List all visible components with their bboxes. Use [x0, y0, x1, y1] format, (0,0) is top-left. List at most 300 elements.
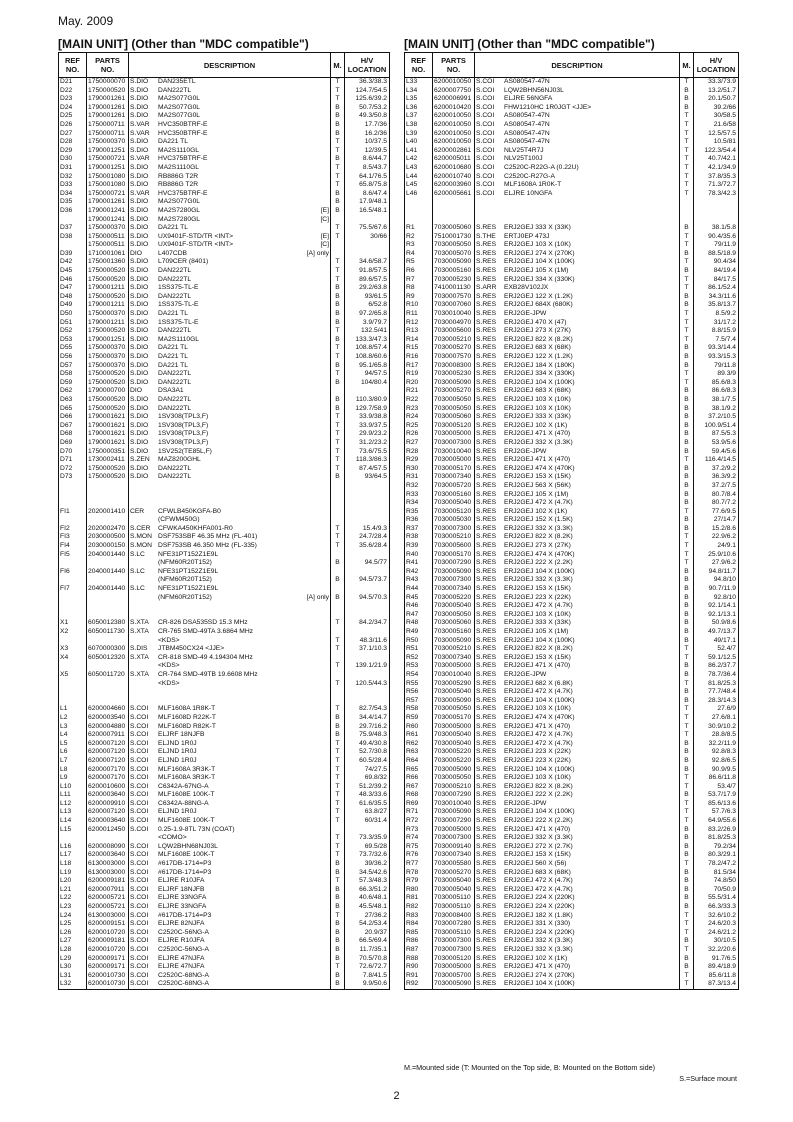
- part-type: S.RES: [476, 456, 497, 464]
- part-description: DAN222TL: [158, 404, 192, 412]
- parts-no: 6200009171: [87, 955, 129, 964]
- part-description: DAN222TL: [158, 395, 192, 403]
- hv-location: 72.6/72.7: [345, 963, 390, 972]
- parts-no: 7030005040: [433, 877, 475, 886]
- hv-location: 81.8/25.3: [694, 834, 739, 843]
- ref-no: R5: [405, 258, 433, 267]
- description: [129, 628, 331, 637]
- description: [129, 611, 331, 620]
- mounted-side: [331, 508, 345, 517]
- parts-no: 7030005220: [433, 748, 475, 757]
- description: [475, 697, 680, 706]
- hv-location: 75.5/67.6: [345, 224, 390, 233]
- mounted-side: T: [680, 173, 694, 182]
- ref-no: R67: [405, 783, 433, 792]
- mounted-side: T: [680, 972, 694, 981]
- parts-no: 2020002470: [87, 525, 129, 534]
- part-type: S.DIO: [130, 232, 149, 240]
- description: [129, 860, 331, 869]
- mounted-side: B: [680, 903, 694, 912]
- ref-no: D30: [59, 155, 87, 164]
- description: [475, 422, 680, 431]
- hv-location: 17.7/36: [345, 121, 390, 130]
- parts-no: 7030005160: [433, 628, 475, 637]
- mounted-side: T: [680, 508, 694, 517]
- part-description: DA221 TL: [158, 310, 188, 318]
- mounted-side: [331, 688, 345, 697]
- description: [475, 903, 680, 912]
- hv-location: 69.8/32: [345, 774, 390, 783]
- parts-no: 6200007170: [87, 774, 129, 783]
- mounted-side: [331, 585, 345, 594]
- description: [475, 250, 680, 259]
- part-type: S.XTA: [130, 619, 149, 627]
- mounted-side: [331, 602, 345, 611]
- mounted-side: B: [680, 611, 694, 620]
- part-description: ERJ2GEJ 153 X (15K): [504, 473, 571, 481]
- parts-no: [433, 216, 475, 225]
- hv-location: 34.6/58.7: [345, 258, 390, 267]
- ref-no: R66: [405, 774, 433, 783]
- description: [475, 387, 680, 396]
- mounted-side: T: [331, 181, 345, 190]
- parts-no: 2040001440: [87, 568, 129, 577]
- hv-location: 6/52.8: [345, 301, 390, 310]
- ref-no: R75: [405, 843, 433, 852]
- mounted-side: B: [331, 319, 345, 328]
- mounted-side: B: [680, 353, 694, 362]
- parts-row: [59, 396, 390, 405]
- part-type: S.COI: [130, 842, 149, 850]
- parts-no: 7030005050: [433, 396, 475, 405]
- mounted-side: T: [680, 327, 694, 336]
- hv-location: 97.2/65.8: [345, 310, 390, 319]
- parts-no: 7030007340: [433, 654, 475, 663]
- parts-no: [87, 559, 129, 568]
- hv-location: 118.3/86.3: [345, 456, 390, 465]
- part-description: NFE31PT152Z1E9L: [158, 567, 219, 575]
- part-description: MLF1608A 3R3K-T: [158, 765, 216, 773]
- mounted-side: T: [331, 800, 345, 809]
- parts-no: 1750000370: [87, 353, 129, 362]
- part-type: S.XTA: [130, 653, 149, 661]
- parts-row: [59, 319, 390, 328]
- mounted-side: [331, 482, 345, 491]
- part-description: DSF753SBF 46.35 MHz (FL-401): [158, 533, 258, 541]
- parts-row: [59, 619, 390, 628]
- ref-no: R52: [405, 654, 433, 663]
- hv-location: 8.5/9.2: [694, 310, 739, 319]
- ref-no: L26: [59, 929, 87, 938]
- part-description: ERJ2GEJ 105 X (1M): [504, 628, 569, 635]
- description: [475, 181, 680, 190]
- part-type: S.COI: [130, 791, 149, 799]
- part-description: RB886G T2R: [158, 181, 199, 189]
- hv-location: 94.8/11.7: [694, 568, 739, 577]
- mounted-side: B: [680, 662, 694, 671]
- mounted-side: B: [680, 826, 694, 835]
- part-description: ERJ2GEJ 102 X (1K): [504, 507, 568, 515]
- mounted-side: T: [680, 800, 694, 809]
- parts-row: [59, 912, 390, 921]
- part-description: ELJND 1R0J: [158, 739, 197, 747]
- mounted-side: B: [680, 843, 694, 852]
- hv-location: 25.9/10.6: [694, 551, 739, 560]
- part-description: ERJ2GEJ 333 X (33K): [504, 619, 571, 627]
- hv-location: 34.3/11.6: [694, 293, 739, 302]
- parts-no: 1790000700: [87, 387, 129, 396]
- mounted-side: B: [331, 379, 345, 388]
- mounted-side: B: [331, 714, 345, 723]
- description: [129, 740, 331, 749]
- parts-row: [405, 946, 739, 955]
- parts-row: [405, 516, 739, 525]
- description: [475, 233, 680, 242]
- parts-no: 7030007300: [433, 439, 475, 448]
- hv-location: 108.8/60.6: [345, 353, 390, 362]
- part-type: S.DIO: [130, 206, 149, 214]
- ref-no: [59, 516, 87, 525]
- description: [475, 946, 680, 955]
- mounted-side: T: [331, 791, 345, 800]
- hv-location: 21.6/58: [694, 121, 739, 130]
- part-description: <KDS>: [158, 636, 180, 644]
- part-description: ERJ2GEJ 122 X (1.2K): [504, 353, 573, 360]
- ref-no: L11: [59, 791, 87, 800]
- mounted-side: T: [331, 963, 345, 972]
- mounted-side: [331, 387, 345, 396]
- hv-location: 37.2/7.5: [694, 482, 739, 491]
- mounted-side: B: [680, 362, 694, 371]
- parts-row: [405, 430, 739, 439]
- ref-no: D47: [59, 284, 87, 293]
- part-description: EXB28V102JX: [504, 284, 549, 292]
- parts-no: 1750001360: [87, 258, 129, 267]
- hv-location: 16.5/48.1: [345, 207, 390, 216]
- hv-location: 27/36.2: [345, 912, 390, 921]
- ref-no: R77: [405, 860, 433, 869]
- part-description: #617DB-1714=P3: [158, 860, 212, 868]
- parts-row: [405, 456, 739, 465]
- description: [129, 929, 331, 938]
- parts-no: [87, 834, 129, 843]
- hv-location: 57.7/6.3: [694, 808, 739, 817]
- parts-row: [405, 680, 739, 689]
- part-description: CR-818 SMD-49 4.194304 MHz: [158, 653, 253, 661]
- ref-no: D71: [59, 456, 87, 465]
- mounted-side: B: [331, 362, 345, 371]
- hv-location: 82.7/54.3: [345, 705, 390, 714]
- part-description: DAN222TL: [158, 327, 192, 335]
- hv-location: 24.6/21.2: [694, 929, 739, 938]
- description: [129, 439, 331, 448]
- description: [129, 748, 331, 757]
- part-description: DAN222TL: [158, 370, 192, 378]
- parts-no: 7510001730: [433, 233, 475, 242]
- description: [129, 207, 331, 216]
- parts-row: [405, 576, 739, 585]
- parts-no: 1790001211: [87, 301, 129, 310]
- ref-no: R15: [405, 344, 433, 353]
- mounted-side: T: [680, 946, 694, 955]
- mounted-side: T: [331, 637, 345, 646]
- part-type: S.DIO: [130, 404, 149, 412]
- description: [129, 473, 331, 482]
- part-type: S.COI: [130, 765, 149, 773]
- hv-location: [345, 516, 390, 525]
- mounted-side: B: [331, 473, 345, 482]
- ref-no: R51: [405, 645, 433, 654]
- parts-no: 6200010420: [433, 104, 475, 113]
- part-description: C2520C-56NG-A: [158, 945, 209, 953]
- parts-no: 7030005090: [433, 980, 475, 989]
- parts-row: [405, 980, 739, 989]
- parts-no: 7030007570: [433, 293, 475, 302]
- mounted-side: [331, 654, 345, 663]
- mounted-side: T: [331, 619, 345, 628]
- parts-no: 7030005160: [433, 491, 475, 500]
- part-description: ELJRE 10NGFA: [504, 189, 553, 197]
- description: [129, 190, 331, 199]
- parts-no: 7030007290: [433, 817, 475, 826]
- parts-no: 6130003000: [87, 860, 129, 869]
- ref-no: R24: [405, 413, 433, 422]
- parts-row: [59, 525, 390, 534]
- part-description: UX9401F-STD/TR <INT>: [158, 232, 234, 240]
- parts-no: 6200007120: [87, 757, 129, 766]
- description: [475, 405, 680, 414]
- parts-row: [59, 929, 390, 938]
- parts-no: 7030005090: [433, 808, 475, 817]
- mounted-side: T: [680, 559, 694, 568]
- parts-row: [59, 937, 390, 946]
- hv-location: 66.5/69.4: [345, 937, 390, 946]
- description: [129, 903, 331, 912]
- ref-no: [59, 637, 87, 646]
- part-description: ERJ2GEJ 332 X (3.3K): [504, 524, 573, 532]
- parts-no: 7030005000: [433, 662, 475, 671]
- hv-location: 37.1/10.3: [345, 645, 390, 654]
- parts-no: 1790001241: [87, 216, 129, 225]
- description: [129, 783, 331, 792]
- parts-no: 1750000711: [87, 130, 129, 139]
- ref-no: FI3: [59, 533, 87, 542]
- ref-no: L10: [59, 783, 87, 792]
- part-description: ERJ2GEJ 103 X (10K): [504, 705, 571, 713]
- parts-no: 1750000520: [87, 405, 129, 414]
- page-number: 2: [393, 1090, 400, 1102]
- part-description: HVC375BTRF-E: [158, 155, 208, 163]
- parts-no: 7030005120: [433, 422, 475, 431]
- parts-no: 6050012380: [87, 619, 129, 628]
- hv-location: 28.3/14.3: [694, 697, 739, 706]
- mounted-side: T: [680, 258, 694, 267]
- mounted-side: B: [331, 894, 345, 903]
- description: [475, 714, 680, 723]
- part-type: S.RES: [476, 241, 497, 249]
- parts-row: [59, 258, 390, 267]
- description: [475, 645, 680, 654]
- ref-no: L16: [59, 843, 87, 852]
- mounted-side: B: [680, 740, 694, 749]
- parts-no: 7030005720: [433, 482, 475, 491]
- description: [475, 327, 680, 336]
- mounted-side: T: [331, 843, 345, 852]
- parts-no: [87, 516, 129, 525]
- hv-location: 69.5/28: [345, 843, 390, 852]
- description: [475, 533, 680, 542]
- hv-location: 33.3/73.9: [694, 78, 739, 87]
- parts-no: 6200009181: [87, 937, 129, 946]
- parts-no: [87, 602, 129, 611]
- part-description: DSF753SB 46.350 MHz (FL-335): [158, 542, 257, 550]
- parts-row: [405, 559, 739, 568]
- version-note: [C]: [320, 215, 329, 223]
- part-description: ERJ2GEJ 472 X (4.7K): [504, 877, 573, 885]
- part-description: 1SV252(TE85L,F): [158, 447, 212, 455]
- part-type: S.DIO: [130, 310, 149, 318]
- part-type: S.RES: [476, 378, 497, 386]
- header-ref: REF NO.: [59, 53, 87, 78]
- description: [475, 362, 680, 371]
- part-description: ERJ2GEJ 470 X (47): [504, 318, 567, 326]
- hv-location: 92.8/10: [694, 594, 739, 603]
- mounted-side: B: [680, 697, 694, 706]
- part-description: NLV25T4R7J: [504, 146, 544, 154]
- description: [129, 516, 331, 525]
- parts-no: [87, 491, 129, 500]
- parts-row: [405, 181, 739, 190]
- parts-row: [59, 585, 390, 594]
- ref-no: [59, 688, 87, 697]
- ref-no: R57: [405, 697, 433, 706]
- parts-no: 7030005060: [433, 413, 475, 422]
- hv-location: 88.5/18.9: [694, 250, 739, 259]
- hv-location: 33.9/38.8: [345, 413, 390, 422]
- header-mounted: M.: [680, 53, 694, 78]
- mounted-side: [331, 216, 345, 225]
- ref-no: R72: [405, 817, 433, 826]
- hv-location: 139.1/21.9: [345, 662, 390, 671]
- part-type: S.RES: [476, 808, 497, 816]
- part-description: JTBM450CX24 <JJE>: [158, 645, 225, 653]
- part-type: S.RES: [476, 524, 497, 532]
- part-description: ELJND 1R0J: [158, 756, 197, 764]
- part-type: [130, 516, 158, 525]
- part-type: S.COI: [130, 920, 149, 928]
- parts-no: 7030007570: [433, 353, 475, 362]
- ref-no: FI5: [59, 551, 87, 560]
- part-description: ERJ2GEJ 332 X (3.3K): [504, 937, 573, 945]
- part-type: S.VAR: [130, 129, 150, 137]
- parts-row: [405, 216, 739, 225]
- part-description: ERJ2GEJ 152 X (1.5K): [504, 516, 573, 524]
- ref-no: R29: [405, 456, 433, 465]
- hv-location: 81.8/25.3: [694, 680, 739, 689]
- mounted-side: T: [680, 817, 694, 826]
- parts-no: 7030005050: [433, 241, 475, 250]
- parts-row: [59, 190, 390, 199]
- ref-no: [59, 241, 87, 250]
- description: [475, 671, 680, 680]
- parts-no: 7030008400: [433, 912, 475, 921]
- parts-row: [405, 714, 739, 723]
- part-description: ELJND 1R0J: [158, 748, 197, 756]
- hv-location: 79/11.8: [694, 362, 739, 371]
- part-description: C6342A-88NG-A: [158, 799, 209, 807]
- parts-no: 7030005210: [433, 783, 475, 792]
- part-description: ERJ2GEJ 223 X (22K): [504, 756, 571, 764]
- part-type: S.COI: [130, 825, 149, 833]
- parts-no: 6200010050: [433, 130, 475, 139]
- part-type: S.RES: [476, 628, 497, 635]
- parts-no: 6200004660: [87, 705, 129, 714]
- mounted-side: T: [680, 860, 694, 869]
- ref-no: [405, 216, 433, 225]
- hv-location: 10/37.5: [345, 138, 390, 147]
- description: [475, 912, 680, 921]
- part-description: ERJ2GEJ 222 X (2.2K): [504, 817, 573, 825]
- parts-no: 1750000070: [87, 78, 129, 87]
- mounted-side: B: [331, 937, 345, 946]
- parts-no: 1730002411: [87, 456, 129, 465]
- hv-location: 85.6/11.8: [694, 972, 739, 981]
- ref-no: L29: [59, 955, 87, 964]
- part-type: S.COI: [130, 963, 149, 971]
- description: [129, 980, 331, 989]
- parts-no: 7030007300: [433, 834, 475, 843]
- part-description: ERJ2GEJ 103 X (10K): [504, 395, 571, 403]
- part-description: DA221 TL: [158, 224, 188, 232]
- parts-no: 1790001621: [87, 439, 129, 448]
- mounted-side: B: [331, 594, 345, 603]
- parts-no: 1750000511: [87, 241, 129, 250]
- mounted-side: T: [331, 525, 345, 534]
- parts-no: 1750001080: [87, 181, 129, 190]
- part-description: C2520C-R27G-A: [504, 172, 555, 180]
- hv-location: 104/80.4: [345, 379, 390, 388]
- ref-no: L15: [59, 826, 87, 835]
- part-type: S.COI: [130, 808, 149, 816]
- mounted-side: T: [680, 654, 694, 663]
- parts-row: [405, 645, 739, 654]
- mounted-side: T: [331, 87, 345, 96]
- part-type: S.RES: [476, 533, 497, 541]
- parts-row: [59, 147, 390, 156]
- part-type: S.DIO: [130, 86, 149, 94]
- part-description: DAN222TL: [158, 275, 192, 283]
- parts-row: [59, 645, 390, 654]
- hv-location: 17.9/48.1: [345, 198, 390, 207]
- parts-row: [59, 800, 390, 809]
- description: [475, 301, 680, 310]
- mounted-side: B: [331, 130, 345, 139]
- hv-location: 32.6/10.2: [694, 912, 739, 921]
- mounted-side: T: [680, 731, 694, 740]
- part-description: ERJ2GEJ 182 X (1.8K): [504, 911, 573, 919]
- ref-no: D46: [59, 276, 87, 285]
- ref-no: L23: [59, 903, 87, 912]
- version-note: [C]: [320, 241, 329, 249]
- part-type: S.COI: [130, 799, 149, 807]
- hv-location: 27.6/8.1: [694, 714, 739, 723]
- description: [129, 155, 331, 164]
- hv-location: 93.3/15.3: [694, 353, 739, 362]
- part-type: S.RES: [476, 937, 497, 945]
- description: [475, 972, 680, 981]
- part-description: ERJ2GEJ 471 X (470): [504, 722, 571, 730]
- hv-location: 110.3/80.9: [345, 396, 390, 405]
